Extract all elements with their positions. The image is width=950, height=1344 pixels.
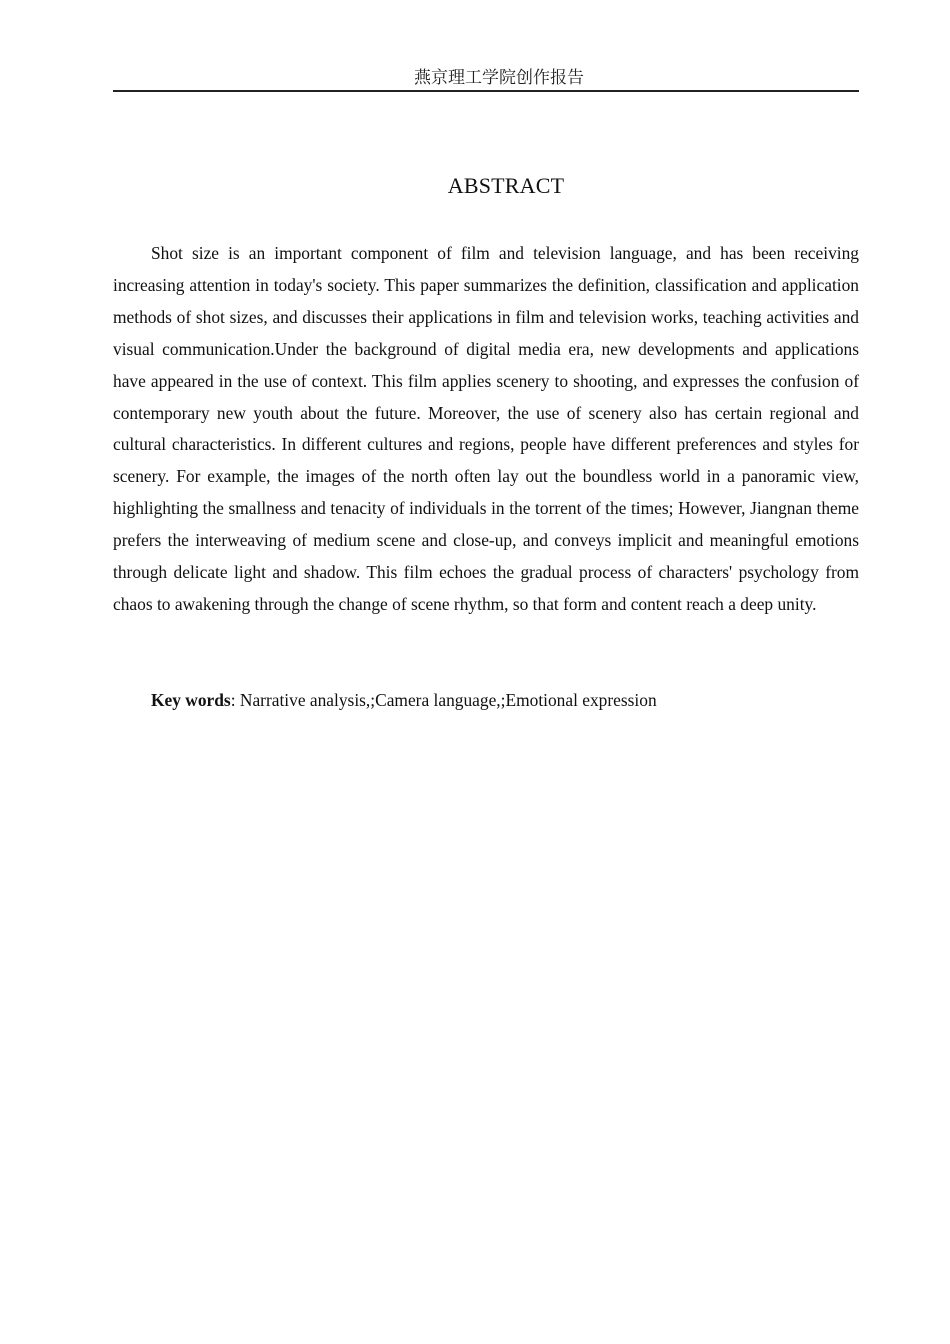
- keywords-value: Narrative analysis,;Camera language,;Emotional expression: [239, 690, 657, 710]
- abstract-title: ABSTRACT: [447, 173, 565, 198]
- header-text: 燕京理工学院创作报告: [414, 68, 584, 88]
- abstract-paragraph: Shot size is an important component of film and television language, and has been receiving increasing attention in today's society. This paper summarizes the definition, classification and application methods of shot sizes, and discusses their applications in film and television works, teaching activities and visual communication.Under the background of digital media era, new developments and applications have appeared in the use of context. This film applies scenery to shooting, and expresses the confusion of contemporary new youth about the future. Moreover, the use of scenery also has certain regional and cultural characteristics. In different cultures and regions, people have different preferences and styles for scenery. For example, the images of the north often lay out the boundless world in a panoramic view, highlighting the smallness and tenacity of individuals in the torrent of the times; However, Jiangnan theme prefers the interweaving of medium scene and close-up, and conveys implicit and meaningful emotions through delicate light and shadow. This film echoes the gradual process of characters' psychology from chaos to awakening through the change of scene rhythm, so that form and content reach a deep unity.: [113, 243, 859, 614]
- keywords-line: [113, 685, 859, 717]
- keywords-label: Key words: [151, 690, 231, 710]
- keywords-separator: :: [230, 690, 240, 710]
- page-header: [113, 66, 859, 92]
